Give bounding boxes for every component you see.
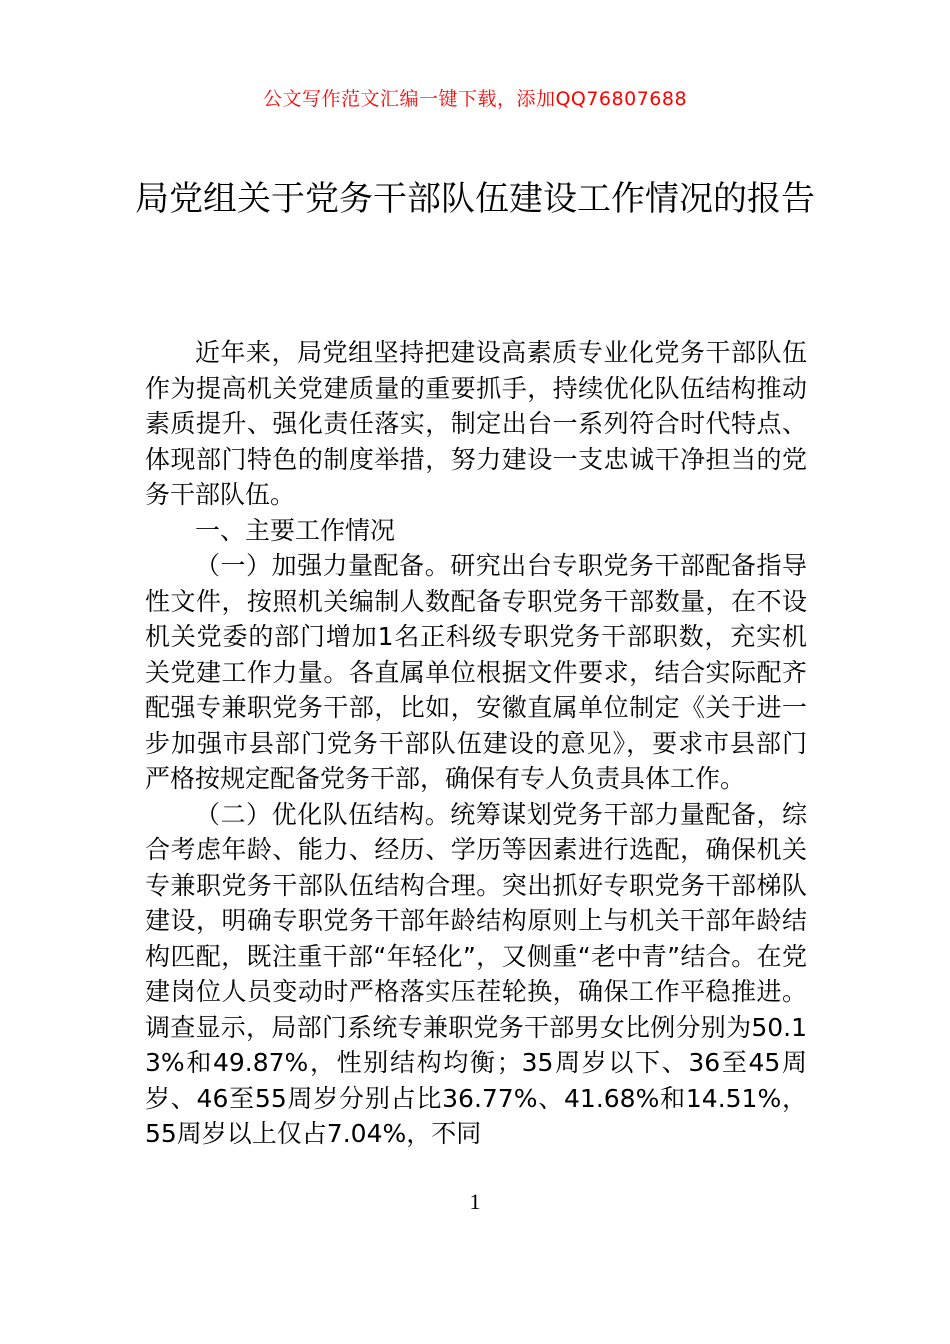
body-paragraph: （二）优化队伍结构。统筹谋划党务干部力量配备，综合考虑年龄、能力、经历、学历等因素进行选配，确保机关专兼职党务干部队伍结构合理。突出抓好专职党务干部梯队建设，明确专职党务干部年龄结构原则上与机关干部年龄结构匹配，既注重干部“年轻化”，又侧重“老中青”结合。在党建岗位人员变动时严格落实压茬轮换，确保工作平稳推进。调查显示，局部门系统专兼职党务干部男女比例分别为50.13%和49.87%，性别结构均衡；35周岁以下、36至45周岁、46至55周岁分别占比36.77%、41.68%和14.51%，55周岁以上仅占7.04%，不同 <box>145 799 807 1148</box>
promo-banner: 公文写作范文汇编一键下载，添加QQ76807688 <box>262 88 688 110</box>
page-number: 1 <box>469 1189 481 1214</box>
intro-paragraph: 近年来，局党组坚持把建设高素质专业化党务干部队伍作为提高机关党建质量的重要抓手，持续优化队伍结构推动素质提升、强化责任落实，制定出台一系列符合时代特点、体现部门特色的制度举措，努力建设一支忠诚干净担当的党务干部队伍。 <box>145 338 807 509</box>
document-title: 局党组关于党务干部队伍建设工作情况的报告 <box>135 179 815 219</box>
body-paragraph: （一）加强力量配备。研究出台专职党务干部配备指导性文件，按照机关编制人数配备专职党务干部数量，在不设机关党委的部门增加1名正科级专职党务干部职数，充实机关党建工作力量。各直属单位根据文件要求，结合实际配齐配强专兼职党务干部，比如，安徽直属单位制定《关于进一步加强市县部门党务干部队伍建设的意见》，要求市县部门严格按规定配备党务干部，确保有专人负责具体工作。 <box>145 551 807 793</box>
document-body <box>145 335 807 1152</box>
section-heading: 一、主要工作情况 <box>195 515 396 545</box>
